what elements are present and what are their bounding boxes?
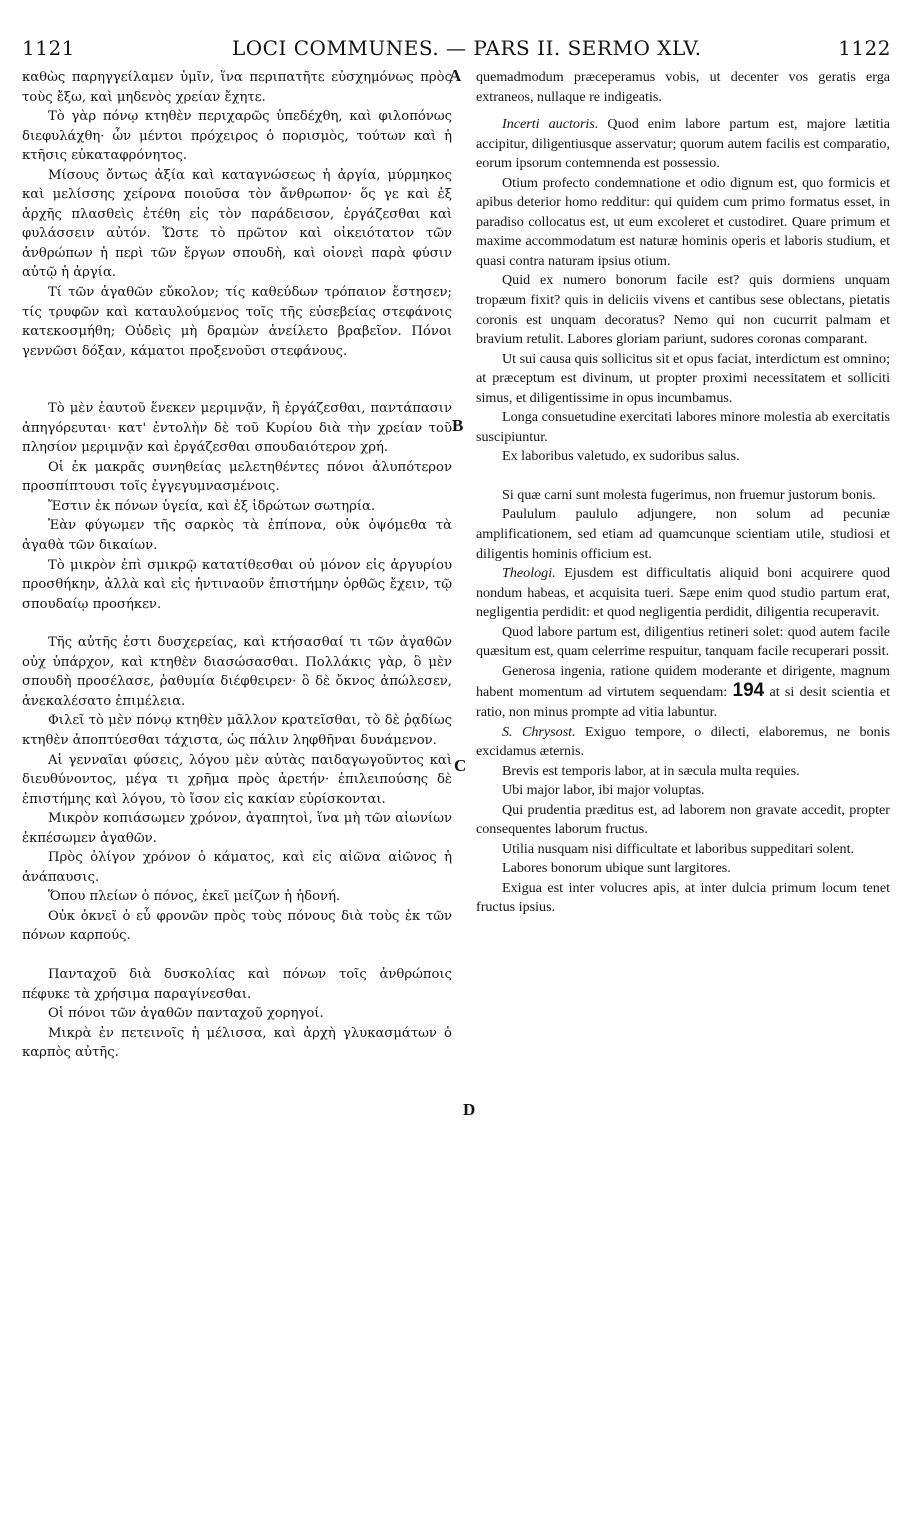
attribution: Theologi.: [502, 565, 556, 582]
running-title: LOCI COMMUNES. — PARS II. SERMO XLV.: [232, 36, 702, 60]
latin-column: [476, 68, 890, 918]
greek-paragraph: Μίσους ὄντως ἀξία καὶ καταγνώσεως ἡ ἀργία, μύρμηκος καὶ μελίσσης χείρονα ποιοῦσα τὸν ἄνθρωπον· ὅς γε καὶ ἐξ ἀρχῆς πλασθεὶς ἐτέθη εἰς τὸν παράδεισον, ἐργάζεσθαι καὶ φυλάσσειν αὐτόν. Ὥστε τὸ πρῶτον καὶ οἰκειότατον τῶν ἀνθρώπων ἡ περὶ τῶν ἔργων σπουδὴ, καὶ οἱονεὶ παρὰ φύσιν αὐτῷ ἡ ἀργία.: [22, 167, 452, 281]
latin-paragraph: Longa consuetudine exercitati labores minore molestia ab exercitatis suscipiuntur.: [476, 409, 890, 445]
greek-paragraph: Τὸ γὰρ πόνῳ κτηθὲν περιχαρῶς ὑπεδέχθη, καὶ φιλοπόνως διεφυλάχθη· ὧν μέντοι πρόχειρος ὁ πορισμὸς, τούτων καὶ ἡ κτῆσις εὐκαταφρόνητος.: [22, 109, 452, 164]
spacer: [22, 946, 452, 965]
latin-paragraph: Ex laboribus valetudo, ex sudoribus salus.: [502, 448, 740, 465]
spacer: [22, 361, 452, 399]
greek-paragraph: Ἔστιν ἐκ πόνων ὑγεία, καὶ ἐξ ἱδρώτων σωτηρία.: [48, 498, 376, 514]
latin-paragraph: Quid ex numero bonorum facile est? quis dormiens unquam tropæum fixit? quis in deliciis vivens et cantibus sese oblectans, pietatis coronis est unquam decoratus? Nemo qui non cucurrit palmam et bravium retulit. Labores gloriam pariunt, sudores coronas comparant.: [476, 272, 890, 348]
greek-paragraph: Πανταχοῦ διὰ δυσκολίας καὶ πόνων τοῖς ἀνθρώποις πέφυκε τὰ χρήσιμα παραγίνεσθαι.: [22, 966, 452, 1002]
greek-paragraph: καθὼς παρηγγείλαμεν ὑμῖν, ἵνα περιπατῆτε εὐσχημόνως πρὸς τοὺς ἔξω, καὶ μηδενὸς χρείαν ἔχητε.: [22, 70, 452, 105]
greek-paragraph: Μικρὸν κοπιάσωμεν χρόνον, ἀγαπητοὶ, ἵνα μὴ τῶν αἰωνίων ἐκπέσωμεν ἀγαθῶν.: [22, 811, 452, 846]
latin-text: Quod enim labore partum est, majore lætitia accipitur, diligentiusque asservatur; quorum autem facilis est comparatio, eorum ipsorum contemnenda est possessio.: [476, 116, 891, 172]
latin-paragraph: Ubi major labor, ibi major voluptas.: [502, 782, 705, 799]
latin-paragraph: Si quæ carni sunt molesta fugerimus, non fruemur justorum bonis.: [502, 486, 876, 503]
latin-text: Exiguo tempore, o dilecti, elaboremus, ne bonis excidamus æternis.: [476, 723, 890, 760]
latin-text: Ejusdem est difficultatis aliquid boni acquirere quod nondum habeas, et acquisita tueri. Sæpe enim quod studio partum erat, negligentia perdidit: et quod negligentia perdidit, diligentia recuperavit.: [476, 565, 890, 621]
attribution: S. Chrysost.: [502, 723, 576, 740]
spacer: [22, 614, 452, 633]
greek-paragraph: Τὸ μικρὸν ἐπὶ σμικρῷ κατατίθεσθαι οὐ μόνον εἰς ἀργυρίου προσθήκην, ἀλλὰ καὶ εἰς ἡντιναοῦν ἐπιστήμην ὀρθῶς ἔχειν, τῷ σπουδαίῳ προσήκεν.: [22, 557, 452, 612]
latin-paragraph: Paululum paululo adjungere, non solum ad pecuniæ amplificationem, sed etiam ad quamcunque scientiam utile, studiosi et diligentis hominis officium est.: [476, 506, 890, 562]
latin-paragraph: [476, 564, 890, 623]
greek-paragraph: Οἱ πόνοι τῶν ἀγαθῶν πανταχοῦ χορηγοί.: [48, 1006, 324, 1022]
latin-paragraph: quemadmodum præceperamus vobis, ut decenter vos geratis erga extraneos, nullaque re indigeatis.: [476, 69, 890, 105]
latin-paragraph: Otium profecto condemnatione et odio dignum est, quo formicis et apibus deterior homo redditur: qui quidem cum primo formatus esset, in paradiso collocatus est, ut eum excoleret et custodiret. Quare primum et maxime accommodatum est naturæ hominis operis et laboris studium, et quasi contra naturam ipsius otium.: [476, 174, 890, 269]
section-marker-a: A: [449, 66, 462, 85]
latin-paragraph: [476, 115, 890, 174]
greek-paragraph: Οἱ ἐκ μακρᾶς συνηθείας μελετηθέντες πόνοι ἀλυπότερον προσπίπτουσι τοῖς ἐγγεγυμνασμένοις.: [22, 459, 452, 495]
greek-paragraph: Πρὸς ὀλίγον χρόνον ὁ κάματος, καὶ εἰς αἰῶνα αἰῶνος ἡ ἀνάπαυσις.: [22, 850, 452, 885]
latin-text: Generosa ingenia, ratione quidem moderante et dirigente, magnum habent momentum ad virtutem sequendam:: [476, 662, 890, 701]
latin-text: at si desit scientia et ratio, non minus prompte ad vitia labuntur.: [476, 684, 890, 720]
latin-paragraph: Quod labore partum est, diligentius retineri solet: quod autem facile quæsitum est, quam celerrime respuitur, tanquam facile recuperari possit.: [476, 623, 890, 660]
section-marker-c: C: [454, 756, 467, 775]
section-marker-b: B: [452, 416, 464, 435]
greek-paragraph: Μικρὰ ἐν πετεινοῖς ἡ μέλισσα, καὶ ἀρχὴ γλυκασμάτων ὁ καρπὸς αὐτῆς.: [22, 1025, 452, 1061]
section-marker-d: D: [463, 1100, 476, 1119]
latin-paragraph: [476, 662, 890, 723]
greek-paragraph: Ἐὰν φύγωμεν τῆς σαρκὸς τὰ ἐπίπονα, οὐκ ὀψόμεθα τὰ ἀγαθὰ τῶν δικαίων.: [22, 518, 452, 554]
page-number-left: 1121: [22, 36, 75, 60]
greek-paragraph: Τί τῶν ἀγαθῶν εὔκολον; τίς καθεύδων τρόπαιον ἔστησεν; τίς τρυφῶν καὶ καταυλούμενος τοῖς τῆς εὐσεβείας στεφάνοις κατεκοσμήθη; Οὐδεὶς μὴ δραμὼν ἀνείλετο βραβεῖον. Πόνοι γεννῶσι δόξαν, κάματοι προξενοῦσι στεφάνους.: [22, 285, 452, 359]
greek-column: [22, 68, 452, 1063]
latin-paragraph: Labores bonorum ubique sunt largitores.: [502, 860, 731, 877]
greek-paragraph: Οὐκ ὀκνεῖ ὁ εὖ φρονῶν πρὸς τοὺς πόνους διὰ τοὺς ἐκ τῶν πόνων καρπούς.: [22, 908, 452, 944]
spacer: [476, 467, 890, 486]
page-mark: 194: [732, 680, 765, 702]
latin-paragraph: Brevis est temporis labor, at in sæcula multa requies.: [502, 762, 800, 779]
latin-paragraph: Ut sui causa quis sollicitus sit et opus faciat, interdictum est omnino; at præceptum est divinum, ut propter proximi necessitatem et solliciti simus, et diligentissime in opus incumbamus.: [476, 350, 890, 406]
latin-paragraph: Qui prudentia præditus est, ad laborem non gravate accedit, propter consequentes laborum fructus.: [476, 801, 890, 838]
latin-paragraph: Utilia nusquam nisi difficultate et laboribus suppeditari solent.: [502, 840, 855, 857]
latin-paragraph: Exigua est inter volucres apis, at inter dulcia primum locum tenet fructus ipsius.: [476, 879, 890, 916]
greek-paragraph: Τὸ μὲν ἑαυτοῦ ἕνεκεν μεριμνᾷν, ἢ ἐργάζεσθαι, παντάπασιν ἀπηγόρευται· κατ' ἐντολὴν δὲ τοῦ Κυρίου διὰ τὴν χρείαν τοῦ πλησίον μεριμνᾷν καὶ ἐργάζεσθαι σπουδαιότερον χρή.: [22, 401, 452, 456]
latin-paragraph: [476, 723, 890, 762]
greek-paragraph: Αἱ γενναῖαι φύσεις, λόγου μὲν αὐτὰς παιδαγωγοῦντος καὶ διευθύνοντος, μέγα τι χρῆμα πρὸς ἀρετήν· ἐπιλειπούσης δὲ ἐπιστήμης καὶ λόγου, τὸ ἴσον εἰς κακίαν εὑρίσκονται.: [22, 752, 452, 807]
greek-paragraph: Τῆς αὐτῆς ἐστι δυσχερείας, καὶ κτήσασθαί τι τῶν ἀγαθῶν οὐχ ὑπάρχον, καὶ κτηθὲν διασώσασθαι. Πολλάκις γὰρ, ὃ μὲν σπουδὴ προσέλασε, ῥαθυμία διέφθειρεν· ὃ δὲ ὄκνος ἀπώλεσεν, ἀνεκαλέσατο ἐπιμέλεια.: [22, 635, 452, 709]
attribution: Incerti auctoris.: [502, 116, 599, 133]
page-number-right: 1122: [838, 36, 891, 60]
running-header: [22, 36, 891, 62]
greek-paragraph: Ὅπου πλείων ὁ πόνος, ἐκεῖ μείζων ἡ ἡδονή.: [48, 889, 341, 905]
greek-paragraph: Φιλεῖ τὸ μὲν πόνῳ κτηθὲν μᾶλλον κρατεῖσθαι, τὸ δὲ ῥᾳδίως κτηθὲν ἀποπτύεσθαι τάχιστα, ὡς πάλιν ληφθῆναι δυνάμενον.: [22, 713, 452, 748]
